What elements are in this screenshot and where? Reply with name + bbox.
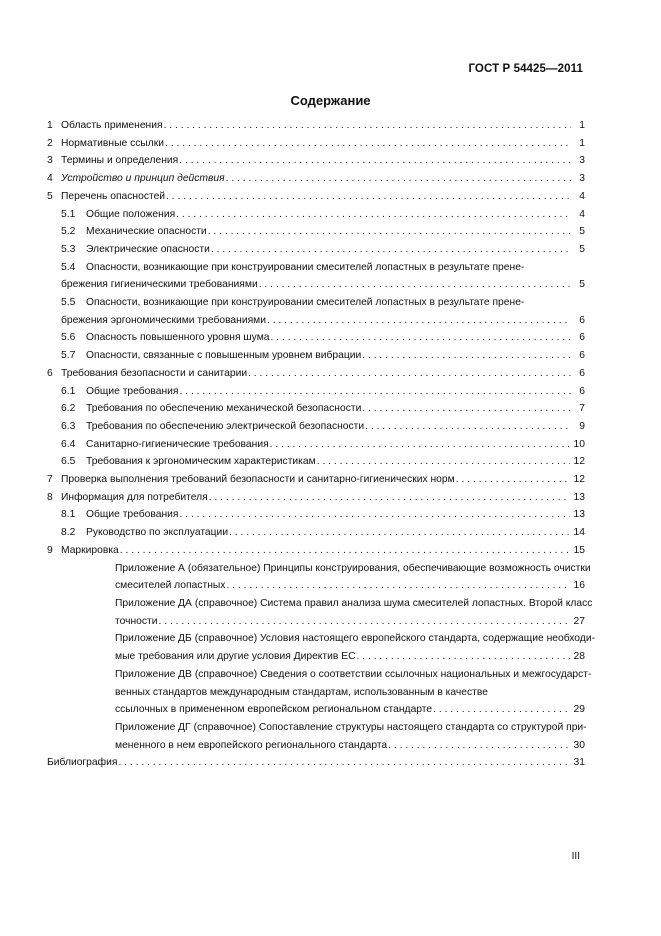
- toc-entry[interactable]: [47, 347, 585, 365]
- toc-entry-title: Требования по обеспечению электрической безопасности: [86, 420, 365, 432]
- toc-entry-title: брежения эргономическими требованиями: [61, 314, 266, 326]
- toc-entry[interactable]: [47, 453, 585, 471]
- toc-entry-number: 5.3: [61, 243, 76, 255]
- toc-entry-title: Руководство по эксплуатации: [86, 527, 229, 539]
- toc-entry-page: 1: [579, 137, 585, 149]
- toc-entry-page: 31: [573, 757, 585, 769]
- toc-entry-title: венных стандартов международным стандартам, использованным в качестве: [115, 686, 488, 698]
- toc-entry-title: (справочное) Сведения о соответствии ссылочных национальных и межгосударст-: [194, 668, 592, 680]
- toc-entry-number: 5.2: [61, 226, 76, 238]
- toc-entry-page: 30: [573, 739, 585, 751]
- toc-entry[interactable]: [47, 383, 585, 401]
- toc-entry-number: 6.3: [61, 420, 76, 432]
- toc-entry-title: Проверка выполнения требований безопасности и санитарно-гигиенических норм: [61, 474, 455, 486]
- dot-leader: [362, 400, 571, 418]
- toc-entry[interactable]: [47, 418, 585, 436]
- appendix-prefix: Приложение: [115, 668, 176, 680]
- toc-entry[interactable]: [47, 188, 585, 206]
- toc-entry-number: 8.2: [61, 527, 76, 539]
- toc-entry-page: 4: [579, 190, 585, 202]
- toc-entry[interactable]: [47, 135, 585, 153]
- toc-entry-page: 6: [579, 367, 585, 379]
- toc-entry-page: 12: [573, 456, 585, 468]
- toc-entry-title: Устройство и принцип действия: [61, 173, 225, 185]
- toc-entry-page: 27: [573, 615, 585, 627]
- toc-entry-number: 1: [47, 120, 53, 131]
- toc-entry[interactable]: [47, 436, 585, 454]
- toc-entry[interactable]: [47, 506, 585, 524]
- toc-entry-number: 6.1: [61, 385, 76, 397]
- toc-entry-page: 13: [573, 491, 585, 503]
- toc-entry[interactable]: [47, 471, 585, 489]
- dot-leader: [267, 312, 571, 330]
- toc-entry[interactable]: [47, 630, 595, 665]
- dot-leader: [226, 577, 569, 595]
- toc-entry[interactable]: [47, 489, 585, 507]
- toc-entry-page: 5: [579, 279, 585, 291]
- document-id: ГОСТ Р 54425—2011: [468, 63, 583, 75]
- toc-entry[interactable]: [47, 329, 585, 347]
- toc-entry-number: 5.7: [61, 350, 76, 362]
- toc-entry-title: Санитарно-гигиенические требования: [86, 438, 269, 450]
- toc-entry-title: (справочное) Сопоставление структуры настоящего стандарта со структурой при-: [193, 721, 587, 733]
- toc-entry-title: ссылочных в примененном европейском региональном стандарте: [115, 704, 433, 716]
- toc-entry[interactable]: [47, 170, 585, 188]
- dot-leader: [179, 152, 571, 170]
- toc-entry-page: 28: [573, 651, 585, 663]
- toc-entry-title: Общие требования: [86, 385, 179, 397]
- toc-entry-number: 8.1: [61, 509, 76, 521]
- toc-entry[interactable]: [47, 542, 585, 560]
- toc-entry-page: 4: [579, 208, 585, 220]
- toc-entry-title: Область применения: [61, 120, 163, 131]
- dot-leader: [433, 701, 569, 719]
- toc-entry[interactable]: [47, 666, 592, 719]
- dot-leader: [365, 418, 571, 436]
- dot-leader: [165, 135, 571, 153]
- toc-entry-page: 3: [579, 155, 585, 167]
- toc-entry-page: 14: [573, 527, 585, 539]
- toc-entry-title: Опасность повышенного уровня шума: [86, 332, 270, 344]
- appendix-letter: ДГ: [178, 721, 191, 733]
- toc-entry-title: Библиография: [47, 757, 118, 769]
- toc-entry-page: 6: [579, 332, 585, 344]
- toc-entry[interactable]: [47, 719, 585, 754]
- appendix-letter: ДБ: [178, 633, 192, 645]
- toc-entry-number: 9: [47, 544, 53, 556]
- toc-entry[interactable]: [47, 117, 585, 135]
- toc-entry-title: Требования к эргономическим характеристикам: [86, 456, 316, 468]
- dot-leader: [211, 241, 571, 259]
- toc-entry-title: Опасности, возникающие при конструировании смесителей лопастных в результате пренe-: [86, 261, 525, 273]
- toc-entry-title: Информация для потребителя: [61, 491, 208, 503]
- toc-entry-page: 6: [579, 314, 585, 326]
- dot-leader: [120, 542, 570, 560]
- toc-entry-title: мененного в нем европейского регионального стандарта: [115, 739, 388, 751]
- toc-entry[interactable]: [47, 754, 585, 772]
- appendix-prefix: Приложение: [115, 633, 176, 645]
- dot-leader: [209, 489, 570, 507]
- toc-entry[interactable]: [47, 560, 591, 595]
- toc-entry-number: 4: [47, 173, 53, 185]
- toc-entry[interactable]: [47, 206, 585, 224]
- toc-entry[interactable]: [47, 241, 585, 259]
- toc-entry[interactable]: [47, 400, 585, 418]
- toc-entry-title: мые требования или другие условия Директив ЕС: [115, 651, 356, 663]
- dot-leader: [180, 383, 572, 401]
- toc-entry-page: 6: [579, 350, 585, 362]
- toc-entry-title: смесителей лопастных: [115, 580, 226, 592]
- toc-entry-page: 29: [573, 704, 585, 716]
- toc-entry-page: 1: [579, 120, 585, 131]
- appendix-letter: А: [178, 562, 185, 574]
- toc-entry-title: Общие положения: [86, 208, 176, 220]
- toc-entry-number: 5.4: [61, 261, 76, 273]
- dot-leader: [208, 223, 571, 241]
- dot-leader: [456, 471, 570, 489]
- toc-entry-number: 7: [47, 474, 53, 486]
- toc-entry-number: 6: [47, 367, 53, 379]
- toc-entry[interactable]: [47, 524, 585, 542]
- toc-entry-page: 10: [573, 438, 585, 450]
- dot-leader: [180, 506, 570, 524]
- dot-leader: [164, 117, 571, 135]
- toc-entry-number: 5.5: [61, 297, 76, 309]
- appendix-letter: ДВ: [178, 668, 192, 680]
- toc-entry-page: 15: [573, 544, 585, 556]
- toc-entry-page: 16: [573, 580, 585, 592]
- toc-entry-number: 5: [47, 190, 53, 202]
- toc-entry-page: 9: [579, 420, 585, 432]
- toc-entry-title: Общие требования: [86, 509, 179, 521]
- toc-entry[interactable]: [47, 223, 585, 241]
- toc-entry-title: Опасности, связанные с повышенным уровнем вибрации: [86, 350, 362, 362]
- toc-entry-title: Механические опасности: [86, 226, 207, 238]
- dot-leader: [226, 170, 571, 188]
- dot-leader: [166, 188, 571, 206]
- toc-entry-title: брежения гигиеническими требованиями: [61, 279, 258, 291]
- toc-entry-title: Термины и определения: [61, 155, 179, 167]
- toc-entry-title: точности: [115, 615, 158, 627]
- toc-entry-page: 13: [573, 509, 585, 521]
- toc-entry-page: 6: [579, 385, 585, 397]
- page-number: III: [571, 851, 580, 862]
- toc-entry-title: Электрические опасности: [86, 243, 210, 255]
- dot-leader: [388, 737, 569, 755]
- toc-entry-number: 6.2: [61, 403, 76, 415]
- dot-leader: [176, 206, 571, 224]
- toc-entry-title: Перечень опасностей: [61, 190, 166, 202]
- toc-entry-page: 5: [579, 226, 585, 238]
- toc-entry-number: 8: [47, 491, 53, 503]
- appendix-letter: ДА: [178, 597, 192, 609]
- toc-entry-number: 5.1: [61, 208, 76, 220]
- toc-entry-page: 12: [573, 474, 585, 486]
- toc-entry-title: Нормативные ссылки: [61, 137, 165, 149]
- toc-entry-title: (справочное) Условия настоящего европейского стандарта, содержащие необходи-: [194, 633, 595, 645]
- toc-entry-number: 2: [47, 137, 53, 149]
- dot-leader: [317, 453, 570, 471]
- dot-leader: [357, 648, 570, 666]
- dot-leader: [270, 436, 570, 454]
- toc-entry-title: (обязательное) Принципы конструирования, обеспечивающие возможность очистки: [187, 562, 591, 574]
- toc-entry[interactable]: [47, 595, 593, 630]
- toc-entry-title: Требования по обеспечению механической безопасности: [86, 403, 362, 415]
- dot-leader: [229, 524, 569, 542]
- dot-leader: [259, 276, 571, 294]
- toc-entry-title: Требования безопасности и санитарии: [61, 367, 248, 379]
- toc-entry-number: 3: [47, 155, 53, 167]
- toc-entry[interactable]: [47, 259, 585, 294]
- toc-entry-page: 7: [579, 403, 585, 415]
- toc-entry-number: 5.6: [61, 332, 76, 344]
- toc-entry-page: 3: [579, 173, 585, 185]
- toc-entry-number: 6.5: [61, 456, 76, 468]
- toc-entry-number: 6.4: [61, 438, 76, 450]
- table-of-contents: [47, 117, 595, 772]
- toc-entry-title: (справочное) Система правил анализа шума смесителей лопастных. Второй класс: [194, 597, 593, 609]
- appendix-prefix: Приложение: [115, 721, 176, 733]
- toc-entry-title: Маркировка: [61, 544, 119, 556]
- dot-leader: [271, 329, 571, 347]
- appendix-prefix: Приложение: [115, 597, 176, 609]
- dot-leader: [362, 347, 571, 365]
- page-title: Содержание: [290, 93, 371, 108]
- toc-entry-page: 5: [579, 243, 585, 255]
- dot-leader: [118, 754, 569, 772]
- toc-entry-title: Опасности, возникающие при конструировании смесителей лопастных в результате пренe-: [86, 297, 525, 309]
- dot-leader: [248, 365, 571, 383]
- toc-entry[interactable]: [47, 294, 585, 329]
- toc-entry[interactable]: [47, 365, 585, 383]
- toc-entry[interactable]: [47, 152, 585, 170]
- appendix-prefix: Приложение: [115, 562, 176, 574]
- dot-leader: [159, 613, 570, 631]
